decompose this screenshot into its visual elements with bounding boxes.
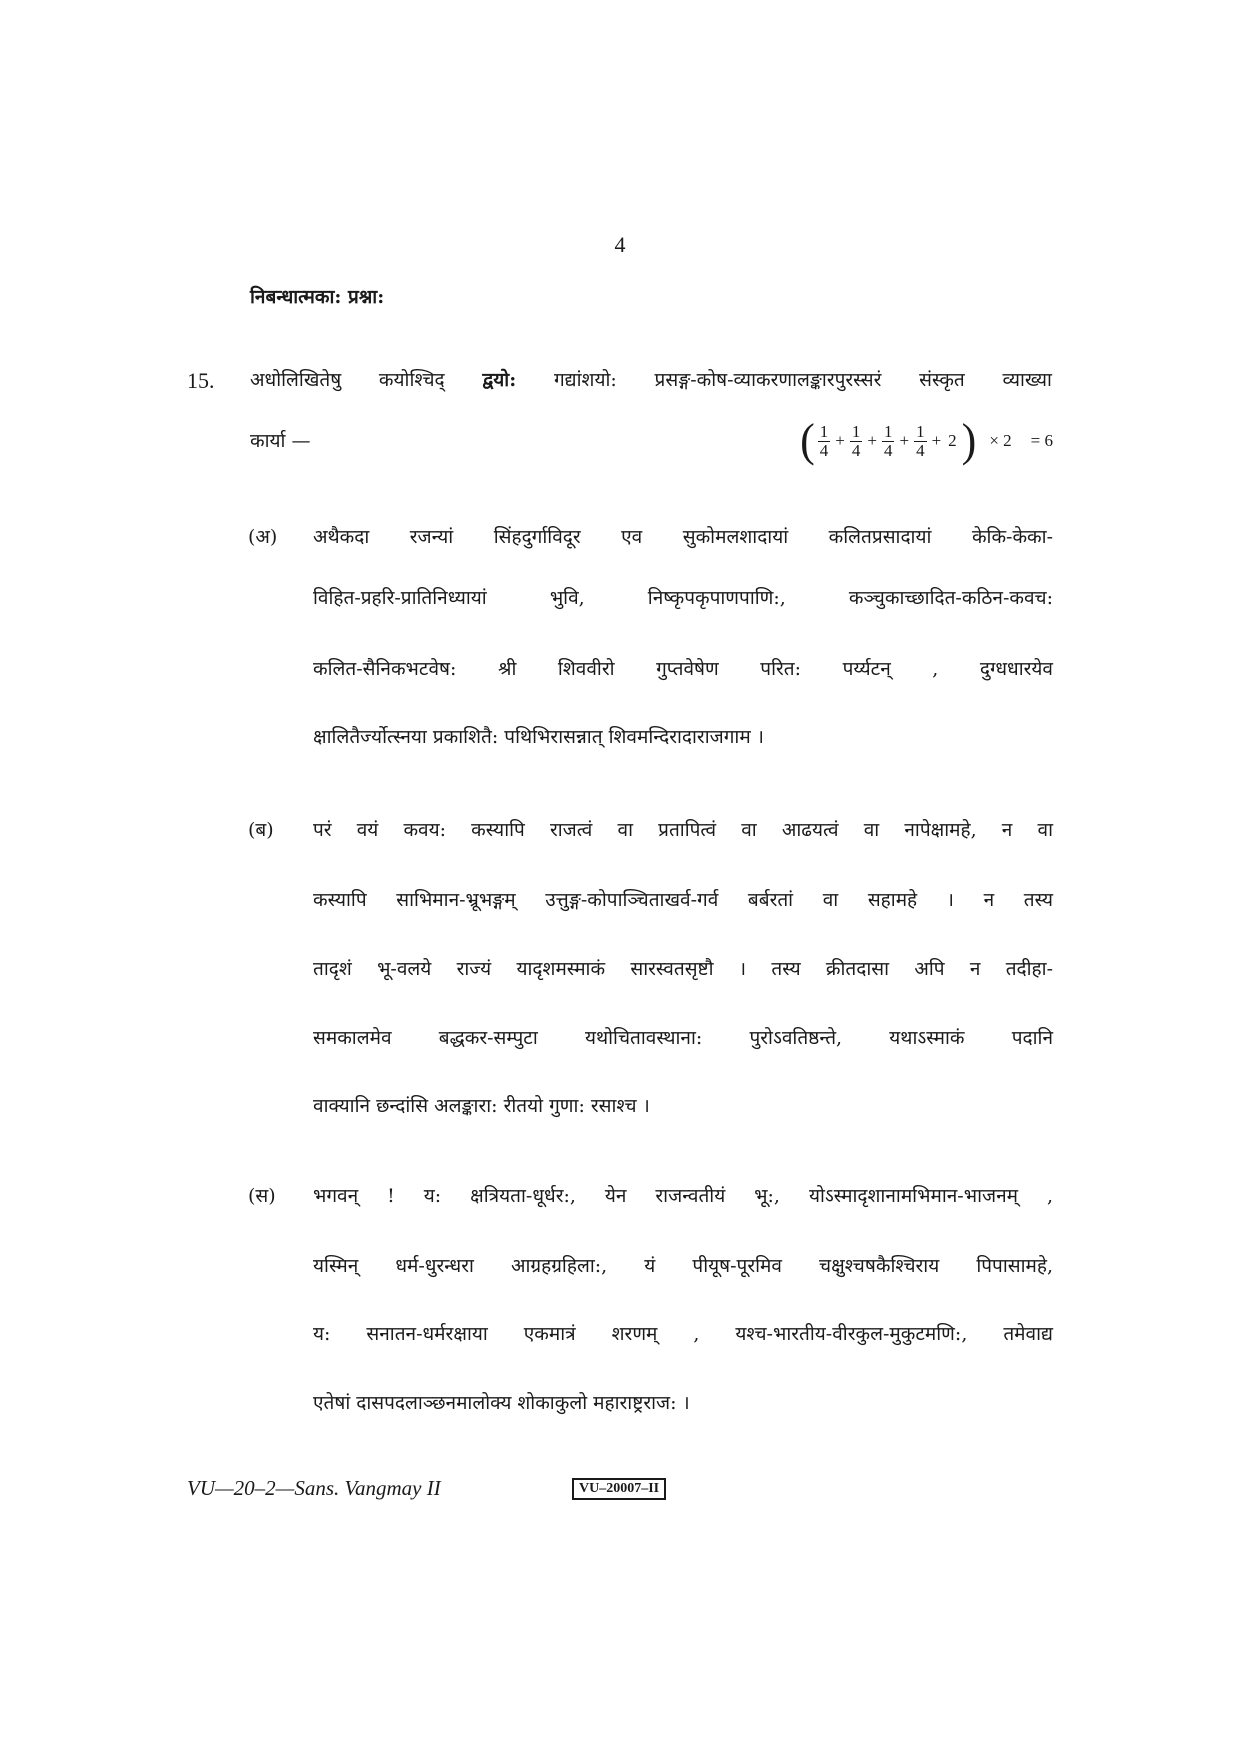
- plus-sign: +: [899, 431, 910, 450]
- passage-b-line: कस्यापि साभिमान-भ्रूभङ्गम् उत्तुङ्ग-कोपाञ्चिताखर्व-गर्व बर्बरतां वा सहामहे । न तस्य: [313, 889, 1053, 911]
- open-paren: (: [800, 414, 815, 467]
- fraction: [914, 423, 927, 460]
- passage-a-line: क्षालितैर्ज्योत्स्नया प्रकाशितै: पथिभिरासन्नात् शिवमन्दिरादाराजगाम ।: [313, 726, 764, 748]
- passage-a-line: कलित-सैनिकभटवेष: श्री शिववीरो गुप्तवेषेण परित: पर्य्यटन् , दुग्धधारयेव: [313, 658, 1053, 680]
- passage-a-label: (अ): [248, 526, 278, 548]
- fraction-numerator: 1: [883, 421, 893, 441]
- question-instruction-text-b: गद्यांशयो: प्रसङ्ग-कोष-व्याकरणालङ्कारपुरस्सरं संस्कृत व्याख्या: [553, 369, 1052, 391]
- plus-sign: +: [835, 431, 845, 450]
- passage-a-line: अथैकदा रजन्यां सिंहदुर्गाविदूर एव सुकोमलशादायां कलितप्रसादायां केकि-केका-: [313, 526, 1053, 548]
- fraction-numerator: 1: [819, 421, 829, 441]
- passage-b-line: वाक्यानि छन्दांसि अलङ्कारा: रीतयो गुणा: रसाश्च ।: [313, 1095, 650, 1117]
- passage-c-line: एतेषां दासपदलाञ्छनमालोक्य शोकाकुलो महाराष्ट्रराज: ।: [313, 1392, 690, 1414]
- fraction-denominator: 4: [851, 440, 861, 460]
- passage-c-line: यस्मिन् धर्म-धुरन्धरा आग्रहग्रहिला:, यं पीयूष-पूरमिव चक्षुश्चषकैश्चिराय पिपासामहे,: [313, 1255, 1053, 1277]
- fraction-numerator: 1: [851, 421, 861, 441]
- marks-formula: [720, 410, 1055, 472]
- passage-b-line: तादृशं भू-वलये राज्यं यादृशमस्माकं सारस्वतसृष्टौ । तस्य क्रीतदासा अपि न तदीहा-: [313, 958, 1053, 980]
- close-paren: ): [961, 414, 977, 467]
- passage-c-label: (स): [248, 1185, 276, 1207]
- total-marks: = 6: [1030, 431, 1053, 450]
- footer-code-box: VU–20007–II: [572, 1478, 666, 1500]
- fraction-denominator: 4: [883, 440, 893, 460]
- fraction: [850, 423, 863, 460]
- passage-a-line: विहित-प्रहरि-प्रातिनिध्यायां भुवि, निष्कृपकृपाणपाणि:, कञ्चुकाच्छादित-कठिन-कवच:: [313, 587, 1053, 609]
- plus-sign: +: [931, 431, 942, 450]
- section-heading: निबन्धात्मका: प्रश्ना:: [250, 286, 385, 308]
- question-number: 15.: [187, 368, 215, 393]
- question-instruction-continued: कार्या —: [250, 430, 311, 452]
- page-number: 4: [614, 232, 626, 257]
- multiplier: × 2: [989, 431, 1012, 450]
- fraction-numerator: 1: [916, 421, 925, 441]
- passage-b-label: (ब): [248, 819, 274, 841]
- fraction: [818, 423, 831, 460]
- last-term: 2: [948, 431, 957, 450]
- plus-sign: +: [867, 431, 877, 450]
- question-instruction: [250, 366, 1052, 392]
- passage-c-line: य: सनातन-धर्मरक्षाया एकमात्रं शरणम् , यश्च-भारतीय-वीरकुल-मुकुटमणि:, तमेवाद्य: [313, 1323, 1053, 1345]
- fraction-denominator: 4: [819, 440, 829, 460]
- footer-paper-code: VU—20–2—Sans. Vangmay II: [187, 1476, 441, 1500]
- question-instruction-bold: द्वयो:: [482, 369, 517, 391]
- fraction-denominator: 4: [916, 440, 925, 460]
- passage-c-line: भगवन् ! य: क्षत्रियता-धूर्धर:, येन राजन्वतीयं भू:, योऽस्मादृशानामभिमान-भाजनम् ,: [313, 1185, 1053, 1207]
- question-instruction-text-a: अधोलिखितेषु कयोश्चिद्: [250, 369, 445, 391]
- passage-b-line: परं वयं कवय: कस्यापि राजत्वं वा प्रतापित्वं वा आढयत्वं वा नापेक्षामहे, न वा: [313, 819, 1053, 841]
- fraction: [882, 423, 895, 460]
- passage-b-line: समकालमेव बद्धकर-सम्पुटा यथोचितावस्थाना: पुरोऽवतिष्ठन्ते, यथाऽस्माकं पदानि: [313, 1027, 1053, 1049]
